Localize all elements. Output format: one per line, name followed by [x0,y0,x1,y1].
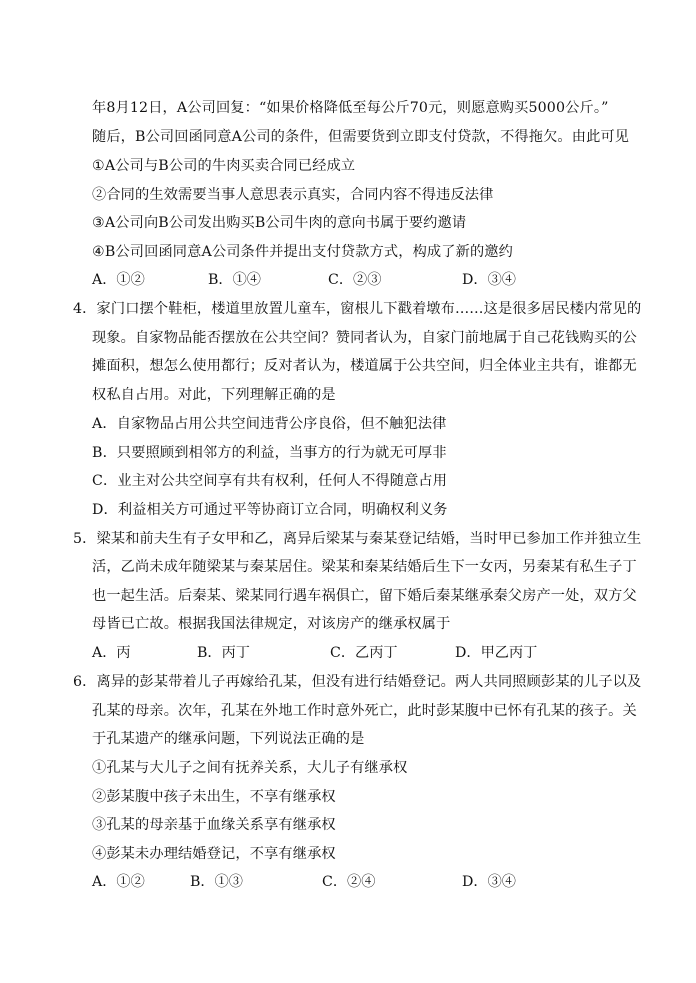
q5-text-line: 5．梁某和前夫生有子女甲和乙，离异后梁某与秦某登记结婚，当时甲已参加工作并独立生 [73,531,642,547]
q6-statement: ②彭某腹中孩子未出生，不享有继承权 [92,789,336,805]
q6-text-line: 孔某的母亲。次年，孔某在外地工作时意外死亡，此时彭某腹中已怀有孔某的孩子。关 [92,703,637,719]
q3-option-b: B．①④ [208,272,261,288]
q5-option-b: B．丙丁 [197,645,250,661]
q5-text-line: 母皆已亡故。根据我国法律规定，对该房产的继承权属于 [92,616,451,632]
q3-statement: ①A公司与B公司的牛肉买卖合同已经成立 [92,158,356,174]
q4-text-line: 摊面积，想怎么使用都行；反对者认为，楼道属于公共空间，归全体业主共有，谁都无 [92,358,637,374]
q5-option-a: A．丙 [92,645,131,661]
q3-text-line: 年8月12日，A公司回复：“如果价格降低至每公斤70元，则愿意购买5000公斤。” [92,100,609,116]
q5-text-line: 也一起生活。后秦某、梁某同行遇车祸俱亡，留下婚后秦某继承秦父房产一处，双方父 [92,588,637,604]
q5-option-d: D．甲乙丙丁 [455,645,538,661]
q3-statement: ③A公司向B公司发出购买B公司牛肉的意向书属于要约邀请 [92,215,467,231]
q6-option-a: A．①② [92,874,145,890]
q3-statement: ②合同的生效需要当事人意思表示真实，合同内容不得违反法律 [92,187,494,203]
q6-option-d: D．③④ [462,874,516,890]
q6-text-line: 6．离异的彭某带着儿子再嫁给孔某，但没有进行结婚登记。两人共同照顾彭某的儿子以及 [73,674,642,690]
q5-option-c: C．乙丙丁 [330,645,398,661]
q4-text-line: 现象。自家物品能否摆放在公共空间？赞同者认为，自家门前地属于自己花钱购买的公 [92,330,637,346]
q3-statement: ④B公司回函同意A公司条件并提出支付贷款方式，构成了新的邀约 [92,244,513,260]
q4-option-b: B．只要照顾到相邻方的利益，当事方的行为就无可厚非 [92,445,447,461]
q4-text-line: 4．家门口摆个鞋柜，楼道里放置儿童车，窗根儿下戳着墩布……这是很多居民楼内常见的 [73,301,642,317]
q6-statement: ③孔某的母亲基于血缘关系享有继承权 [92,817,336,833]
q6-text-line: 于孔某遗产的继承问题，下列说法正确的是 [92,731,365,747]
q3-text-line: 随后，B公司回函同意A公司的条件，但需要货到立即支付贷款，不得拖欠。由此可见 [92,129,630,145]
q4-option-a: A．自家物品占用公共空间违背公序良俗，但不触犯法律 [92,416,447,432]
q4-text-line: 权私自占用。对此，下列理解正确的是 [92,387,336,403]
q3-option-a: A．①② [92,272,145,288]
q6-statement: ④彭某未办理结婚登记，不享有继承权 [92,846,336,862]
q4-option-d: D．利益相关方可通过平等协商订立合同，明确权利义务 [92,502,448,518]
q4-option-c: C．业主对公共空间享有共有权利，任何人不得随意占用 [92,473,448,489]
q5-text-line: 活，乙尚未成年随梁某与秦某居住。梁某和秦某结婚后生下一女丙，另秦某有私生子丁 [92,559,637,575]
q6-option-c: C．②④ [322,874,376,890]
q3-option-d: D．③④ [462,272,516,288]
q3-option-c: C．②③ [328,272,382,288]
q6-statement: ①孔某与大儿子之间有抚养关系，大儿子有继承权 [92,760,408,776]
q6-option-b: B．①③ [190,874,243,890]
